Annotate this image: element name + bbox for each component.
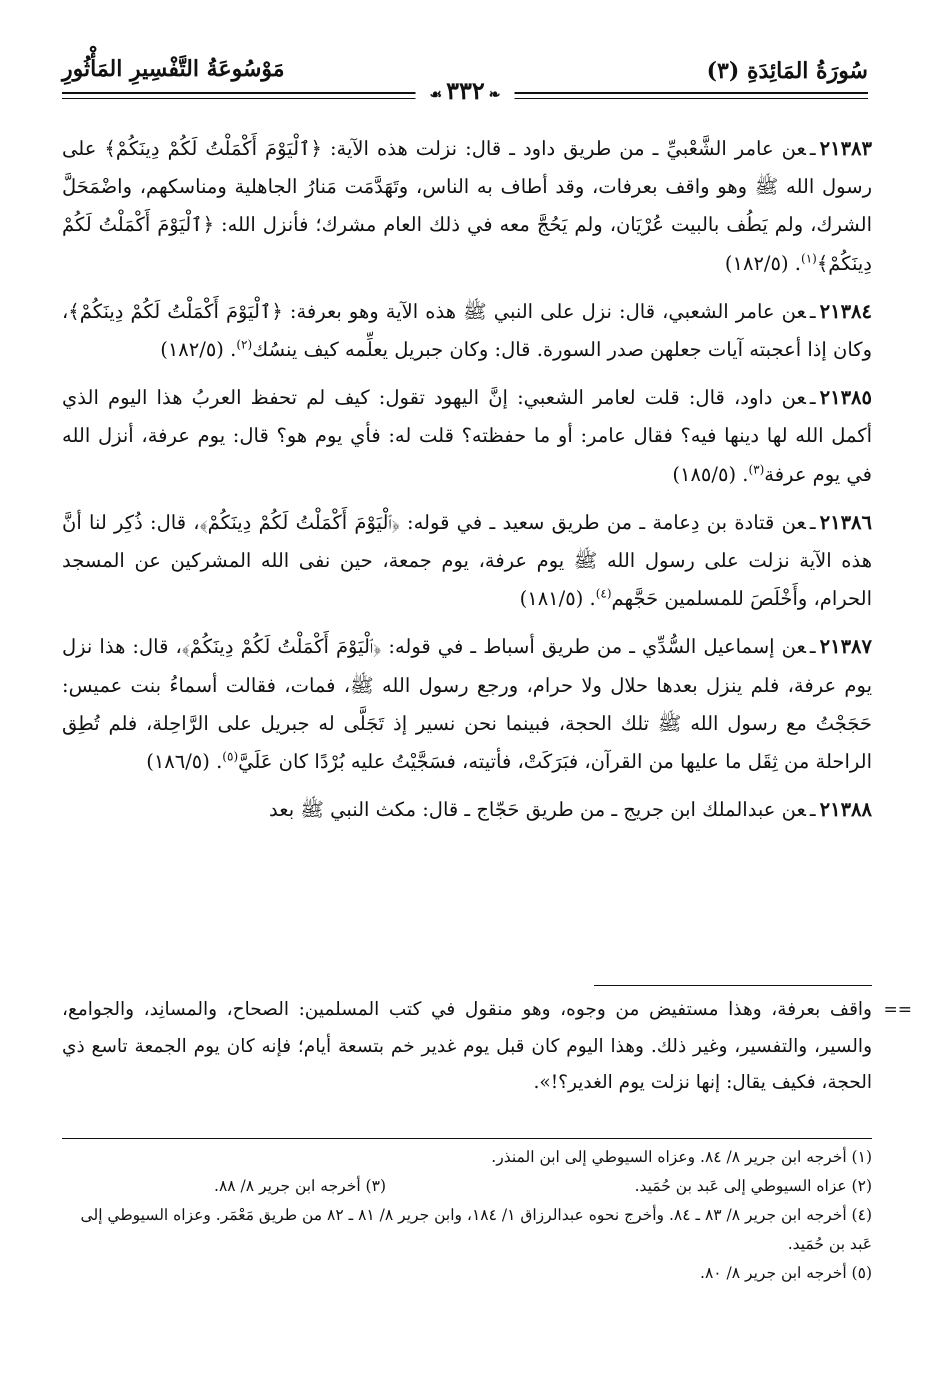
surah-title: سُورَةُ المَائِدَةِ (٣): [706, 58, 868, 84]
dash-separator: ـ: [809, 635, 816, 659]
dash-separator: ـ: [809, 386, 816, 410]
hadith-entry: ٢١٣٨٤ـعن عامر الشعبي، قال: نزل على النبي ﷺ هذه الآية وهو بعرفة: ﴿ٱلْيَوْمَ أَكْمَلْتُ لَكُمْ دِينَكُمْ﴾، وكان إذا أعجبته آيات جعلهن صدر السورة. قال: وكان جبريل يعلِّمه كيف ينسُك$^{(٢)}$. (١٨٢/٥): [62, 299, 872, 362]
dash-separator: ـ: [809, 299, 816, 323]
notes-divider: [594, 985, 872, 986]
footnotes-divider: [62, 1138, 872, 1139]
continued-note: [62, 992, 912, 1102]
footnote-1: (١) أخرجه ابن جرير ٨/ ٨٤. وعزاه السيوطي إلى ابن المنذر.: [491, 1148, 872, 1166]
footnote-marker[interactable]: (٥): [222, 749, 239, 764]
footnote-marker[interactable]: (١): [801, 251, 817, 266]
ornament-icon: ❧: [488, 87, 501, 103]
source-reference: (١٨٥/٥): [672, 462, 737, 486]
source-reference: (١٨١/٥): [519, 587, 584, 611]
entry-number: ٢١٣٨٥: [819, 386, 872, 410]
entry-number: ٢١٣٨٨: [819, 798, 872, 822]
source-reference: (١٨٢/٥): [160, 338, 224, 362]
page-number: ٣٣٢: [446, 76, 485, 105]
book-title: مَوْسُوعَةُ التَّفْسِيرِ المَأْثُورِ: [62, 56, 285, 82]
dash-separator: ـ: [809, 798, 816, 822]
continuation-mark: ==: [883, 1000, 912, 1020]
page-header: [62, 48, 868, 108]
entry-number: ٢١٣٨٦: [819, 510, 872, 534]
entry-text: عن عامر الشعبي، قال: نزل على النبي ﷺ هذه الآية وهو بعرفة: ﴿ٱلْيَوْمَ أَكْمَلْتُ لَكُمْ دِينَكُمْ﴾، وكان إذا أعجبته آيات جعلهن صدر السورة. قال: وكان جبريل يعلِّمه كيف ينسُك: [62, 299, 872, 362]
entry-number: ٢١٣٨٤: [819, 299, 872, 323]
entry-number: ٢١٣٨٧: [819, 635, 872, 659]
entry-text: عن إسماعيل السُّدِّي ـ من طريق أسباط ـ في قوله: ﴿ٱلْيَوْمَ أَكْمَلْتُ لَكُمْ دِينَكُمْ﴾، قال: هذا نزل يوم عرفة، فلم ينزل بعدها حلال ولا حرام، ورجع رسول الله ﷺ، فمات، فقالت أسماءُ بنت عميس: حَجَجْتُ مع رسول الله ﷺ تلك الحجة، فبينما نحن نسير إذ تَجَلَّى له جبريل على الرَّاحِلة، فلم تُطِق الراحلة من ثِقَل ما عليها من القرآن، فبَرَكَتْ، فأتيته، فسَجَّيْتُ عليه بُرْدًا كان عَلَيَّ: [62, 635, 872, 774]
page-number-block: [416, 76, 515, 105]
dash-separator: ـ: [809, 137, 816, 160]
hadith-entry: ٢١٣٨٦ـعن قتادة بن دِعامة ـ من طريق سعيد ـ في قوله: ﴿ٱلْيَوْمَ أَكْمَلْتُ لَكُمْ دِينَكُمْ﴾، قال: ذُكِر لنا أنَّ هذه الآية نزلت على رسول الله ﷺ يوم عرفة، يوم جمعة، حين نفى الله المشركين عن المسجد الحرام، وأَخْلَصَ للمسلمين حَجَّهم$^{(٤)}$. (١٨١/٥): [62, 510, 872, 611]
footnote-5: (٥) أخرجه ابن جرير ٨/ ٨٠.: [700, 1264, 872, 1282]
entry-text: عن عامر الشَّعْبيِّ ـ من طريق داود ـ قال: نزلت هذه الآية: ﴿ٱلْيَوْمَ أَكْمَلْتُ لَكُمْ دِينَكُمْ﴾ على رسول الله ﷺ وهو واقف بعرفات، وقد أطاف به الناس، وتَهَدَّمَت مَنارُ الجاهلية ومناسكهم، واضْمَحَلَّ الشرك، ولم يَطُف بالبيت عُرْيَان، ولم يَحُجَّ معه في ذلك العام مشرك؛ فأنزل الله: ﴿ٱلْيَوْمَ أَكْمَلْتُ لَكُمْ دِينَكُمْ﴾: [62, 137, 872, 275]
footnote-row: [62, 1172, 872, 1201]
footnote-3: (٣) أخرجه ابن جرير ٨/ ٨٨.: [214, 1177, 386, 1195]
hadith-entry: ٢١٣٨٧ـعن إسماعيل السُّدِّي ـ من طريق أسباط ـ في قوله: ﴿ٱلْيَوْمَ أَكْمَلْتُ لَكُمْ دِينَكُمْ﴾، قال: هذا نزل يوم عرفة، فلم ينزل بعدها حلال ولا حرام، ورجع رسول الله ﷺ، فمات، فقالت أسماءُ بنت عميس: حَجَجْتُ مع رسول الله ﷺ تلك الحجة، فبينما نحن نسير إذ تَجَلَّى له جبريل على الرَّاحِلة، فلم تُطِق الراحلة من ثِقَل ما عليها من القرآن، فبَرَكَتْ، فأتيته، فسَجَّيْتُ عليه بُرْدًا كان عَلَيَّ$^{(٥)}$. (١٨٦/٥): [62, 635, 872, 774]
entry-text: عن داود، قال: قلت لعامر الشعبي: إنَّ اليهود تقول: كيف لم تحفظ العربُ هذا اليوم الذي أكمل الله لها دينها فيه؟ فقال عامر: أو ما حفظته؟ قلت له: فأي يوم هو؟ قال: يوم عرفة، أنزل الله في يوم عرفة: [62, 386, 872, 486]
source-reference: (١٨٢/٥): [724, 251, 789, 275]
entry-text: عن قتادة بن دِعامة ـ من طريق سعيد ـ في قوله: ﴿ٱلْيَوْمَ أَكْمَلْتُ لَكُمْ دِينَكُمْ﴾، قال: ذُكِر لنا أنَّ هذه الآية نزلت على رسول الله ﷺ يوم عرفة، يوم جمعة، حين نفى الله المشركين عن المسجد الحرام، وأَخْلَصَ للمسلمين حَجَّهم: [62, 510, 872, 611]
continued-note-text: واقف بعرفة، وهذا مستفيض من وجوه، وهو منقول في كتب المسلمين: الصحاح، والمسانِد، والجوامع، والسير، والتفسير، وغير ذلك. وهذا اليوم كان قبل يوم غدير خم بتسعة أيام؛ فإنه كان يوم الجمعة تاسع ذي الحجة، فكيف يقال: إنها نزلت يوم الغدير؟!».: [62, 999, 872, 1093]
hadith-entry: ٢١٣٨٣ـعن عامر الشَّعْبيِّ ـ من طريق داود ـ قال: نزلت هذه الآية: ﴿ٱلْيَوْمَ أَكْمَلْتُ لَكُمْ دِينَكُمْ﴾ على رسول الله ﷺ وهو واقف بعرفات، وقد أطاف به الناس، وتَهَدَّمَت مَنارُ الجاهلية ومناسكهم، واضْمَحَلَّ الشرك، ولم يَطُف بالبيت عُرْيَان، ولم يَحُجَّ معه في ذلك العام مشرك؛ فأنزل الله: ﴿ٱلْيَوْمَ أَكْمَلْتُ لَكُمْ دِينَكُمْ﴾$^{(١)}$. (١٨٢/٥): [62, 137, 872, 275]
footnote-marker[interactable]: (٤): [595, 586, 612, 601]
hadith-entry: ٢١٣٨٥ـعن داود، قال: قلت لعامر الشعبي: إنَّ اليهود تقول: كيف لم تحفظ العربُ هذا اليوم الذي أكمل الله لها دينها فيه؟ فقال عامر: أو ما حفظته؟ قلت له: فأي يوم هو؟ قال: يوم عرفة، أنزل الله في يوم عرفة$^{(٣)}$. (١٨٥/٥): [62, 386, 872, 486]
main-text: [62, 130, 872, 839]
entry-text: عن عبدالملك ابن جريج ـ من طريق حَجّاج ـ قال: مكث النبي ﷺ بعد: [269, 798, 806, 822]
ornament-icon: ☙: [429, 87, 443, 103]
footnote-marker[interactable]: (٣): [748, 462, 765, 477]
footnote-2: (٢) عزاه السيوطي إلى عَبد بن حُمَيد.: [634, 1177, 872, 1195]
hadith-entry: [62, 791, 872, 829]
footnotes: [62, 1143, 872, 1288]
dash-separator: ـ: [809, 510, 816, 534]
footnote-marker[interactable]: (٢): [236, 337, 253, 352]
source-reference: (١٨٦/٥): [146, 750, 210, 774]
footnote-4: (٤) أخرجه ابن جرير ٨/ ٨٣ ـ ٨٤. وأخرج نحوه عبدالرزاق ١/ ١٨٤، وابن جرير ٨/ ٨١ ـ ٨٢ من طريق مَعْمَر. وعزاه السيوطي إلى عَبد بن حُمَيد.: [80, 1206, 872, 1253]
entry-number: ٢١٣٨٣: [819, 137, 872, 160]
